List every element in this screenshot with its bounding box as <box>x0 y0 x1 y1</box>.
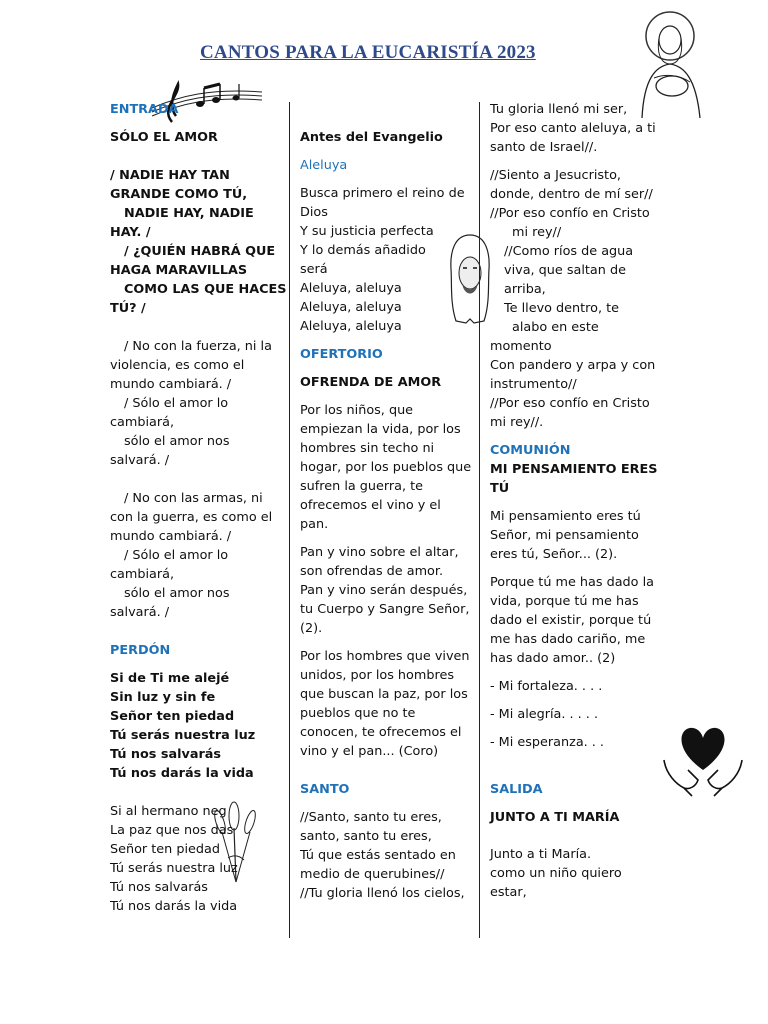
lyric-line: empiezan la vida, por los <box>300 422 461 437</box>
lyric-line: Tú nos darás la vida <box>110 899 238 914</box>
lyric-line: Busca primero el reino de <box>300 186 465 201</box>
lyric-line: Por los niños, que <box>300 403 414 418</box>
lyric-line: Aleluya, aleluya <box>300 281 402 296</box>
lyric-line: / NADIE HAY TAN <box>110 168 230 183</box>
list-item: - Mi alegría. . . . . <box>490 707 599 722</box>
section-heading-santo: SANTO <box>300 782 350 797</box>
lyric-line: //Por eso confío en Cristo <box>490 396 650 411</box>
lyric-line: mi rey//. <box>490 415 544 430</box>
lyric-line: Aleluya, aleluya <box>300 319 402 334</box>
lyric-line: Pan y vino sobre el altar, <box>300 545 459 560</box>
lyric-line: Tú serás nuestra luz <box>110 861 238 876</box>
lyric-line: salvará. / <box>110 605 170 620</box>
lyric-line: La paz que nos das <box>110 823 234 838</box>
section-heading-comunion: COMUNIÓN <box>490 443 571 458</box>
column-2 <box>300 128 472 903</box>
song-title: SÓLO EL AMOR <box>110 130 218 145</box>
lyric-line: HAY. / <box>110 225 151 240</box>
section-heading-perdon: PERDÓN <box>110 643 171 658</box>
lyric-line: Tú serás nuestra luz <box>110 728 256 743</box>
lyric-line: / No con las armas, ni <box>124 491 263 506</box>
lyric-line: cambiará, <box>110 415 175 430</box>
lyric-line: mundo cambiará. / <box>110 377 232 392</box>
lyric-line: / ¿QUIÉN HABRÁ QUE <box>124 244 276 259</box>
lyric-line: Tú nos salvarás <box>110 747 222 762</box>
lyric-line: cambiará, <box>110 567 175 582</box>
list-item: - Mi esperanza. . . <box>490 735 604 750</box>
lyric-line: vida, porque tú me has <box>490 594 639 609</box>
column-1 <box>110 100 287 916</box>
lyric-line: sólo el amor nos <box>124 586 230 601</box>
column-3 <box>490 100 658 902</box>
lyric-line: como un niño quiero <box>490 866 622 881</box>
lyric-line: Por los hombres que viven <box>300 649 470 664</box>
lyric-line: salvará. / <box>110 453 170 468</box>
lyric-line: tu Cuerpo y Sangre Señor, <box>300 602 470 617</box>
lyric-line: conocen, te ofrecemos el <box>300 725 462 740</box>
lyric-line: medio de querubines// <box>300 867 445 882</box>
lyric-line: ofrecemos el vino y el <box>300 498 441 513</box>
heart-hands-icon <box>662 724 744 800</box>
lyric-line: eres tú, Señor... (2). <box>490 547 618 562</box>
lyric-line: //Tu gloria llenó los cielos, <box>300 886 465 901</box>
lyric-line: alabo en este <box>512 320 599 335</box>
lyric-line: arriba, <box>504 282 546 297</box>
lyric-line: Aleluya, aleluya <box>300 300 402 315</box>
lyric-line: Dios <box>300 205 328 220</box>
lyric-line: me has dado cariño, me <box>490 632 646 647</box>
column-divider-left <box>289 102 290 938</box>
lyric-line: son ofrendas de amor. <box>300 564 444 579</box>
lyric-line: unidos, por los hombres <box>300 668 454 683</box>
lyric-line: hogar, por los pueblos que <box>300 460 472 475</box>
lyric-line: / No con la fuerza, ni la <box>124 339 272 354</box>
lyric-line: //Santo, santo tu eres, <box>300 810 442 825</box>
lyric-line: sufren la guerra, te <box>300 479 424 494</box>
song-title: MI PENSAMIENTO ERES <box>490 462 658 477</box>
lyric-line: //Por eso confío en Cristo <box>490 206 650 221</box>
lyric-line: TÚ? / <box>110 301 146 316</box>
lyric-line: instrumento// <box>490 377 577 392</box>
lyric-line: Señor ten piedad <box>110 842 220 857</box>
lyric-line: Y lo demás añadido <box>300 243 426 258</box>
lyric-line: sólo el amor nos <box>124 434 230 449</box>
lyric-line: Y su justicia perfecta <box>300 224 434 239</box>
list-item: - Mi fortaleza. . . . <box>490 679 603 694</box>
section-heading-aleluya: Aleluya <box>300 158 348 173</box>
lyric-line: Sin luz y sin fe <box>110 690 216 705</box>
song-title: TÚ <box>490 481 510 496</box>
lyric-line: violencia, es como el <box>110 358 245 373</box>
section-heading-ofertorio: OFERTORIO <box>300 347 383 362</box>
lyric-line: has dado amor.. (2) <box>490 651 616 666</box>
lyric-line: Señor ten piedad <box>110 709 235 724</box>
lyric-line: pueblos que no te <box>300 706 416 721</box>
lyric-line: que buscan la paz, por los <box>300 687 468 702</box>
section-heading-entrada: ENTRADA <box>110 102 179 117</box>
lyric-line: Junto a ti María. <box>490 847 592 862</box>
lyric-line: Con pandero y arpa y con <box>490 358 656 373</box>
lyric-line: Si al hermano neg <box>110 804 227 819</box>
lyric-line: COMO LAS QUE HACES <box>124 282 287 297</box>
lyric-line: santo de Israel//. <box>490 140 598 155</box>
lyric-line: pan. <box>300 517 329 532</box>
lyric-line: mundo cambiará. / <box>110 529 232 544</box>
lyric-line: Tú nos darás la vida <box>110 766 254 781</box>
lyric-line: Señor, mi pensamiento <box>490 528 639 543</box>
lyric-line: Por eso canto aleluya, a ti <box>490 121 656 136</box>
lyric-line: viva, que saltan de <box>504 263 626 278</box>
lyric-line: Tú que estás sentado en <box>300 848 456 863</box>
lyric-line: será <box>300 262 328 277</box>
song-title: OFRENDA DE AMOR <box>300 375 442 390</box>
lyric-line: Porque tú me has dado la <box>490 575 654 590</box>
lyric-line: NADIE HAY, NADIE <box>124 206 254 221</box>
subheading-antes-evangelio: Antes del Evangelio <box>300 130 443 145</box>
lyric-line: mi rey// <box>512 225 562 240</box>
lyric-line: dado el existir, porque tú <box>490 613 652 628</box>
lyric-line: GRANDE COMO TÚ, <box>110 187 248 202</box>
lyric-line: vino y el pan... (Coro) <box>300 744 439 759</box>
lyric-line: estar, <box>490 885 527 900</box>
song-title: JUNTO A TI MARÍA <box>490 810 620 825</box>
lyric-line: HAGA MARAVILLAS <box>110 263 248 278</box>
lyric-line: momento <box>490 339 552 354</box>
lyric-line: //Siento a Jesucristo, <box>490 168 621 183</box>
lyric-line: Pan y vino serán después, <box>300 583 468 598</box>
lyric-line: Te llevo dentro, te <box>504 301 619 316</box>
page-title: CANTOS PARA LA EUCARISTÍA 2023 <box>200 42 536 63</box>
lyric-line: con la guerra, es como el <box>110 510 273 525</box>
lyric-line: //Como ríos de agua <box>504 244 634 259</box>
lyric-line: donde, dentro de mí ser// <box>490 187 653 202</box>
lyric-line: Mi pensamiento eres tú <box>490 509 641 524</box>
lyric-line: hombres sin techo ni <box>300 441 435 456</box>
lyric-line: / Sólo el amor lo <box>124 548 229 563</box>
lyric-line: (2). <box>300 621 323 636</box>
column-divider-right <box>479 102 480 938</box>
section-heading-salida: SALIDA <box>490 782 543 797</box>
lyric-line: Tú nos salvarás <box>110 880 208 895</box>
lyric-line: Si de Ti me alejé <box>110 671 230 686</box>
lyric-line: Tu gloria llenó mi ser, <box>490 102 628 117</box>
lyric-line: santo, santo tu eres, <box>300 829 432 844</box>
lyric-line: / Sólo el amor lo <box>124 396 229 411</box>
